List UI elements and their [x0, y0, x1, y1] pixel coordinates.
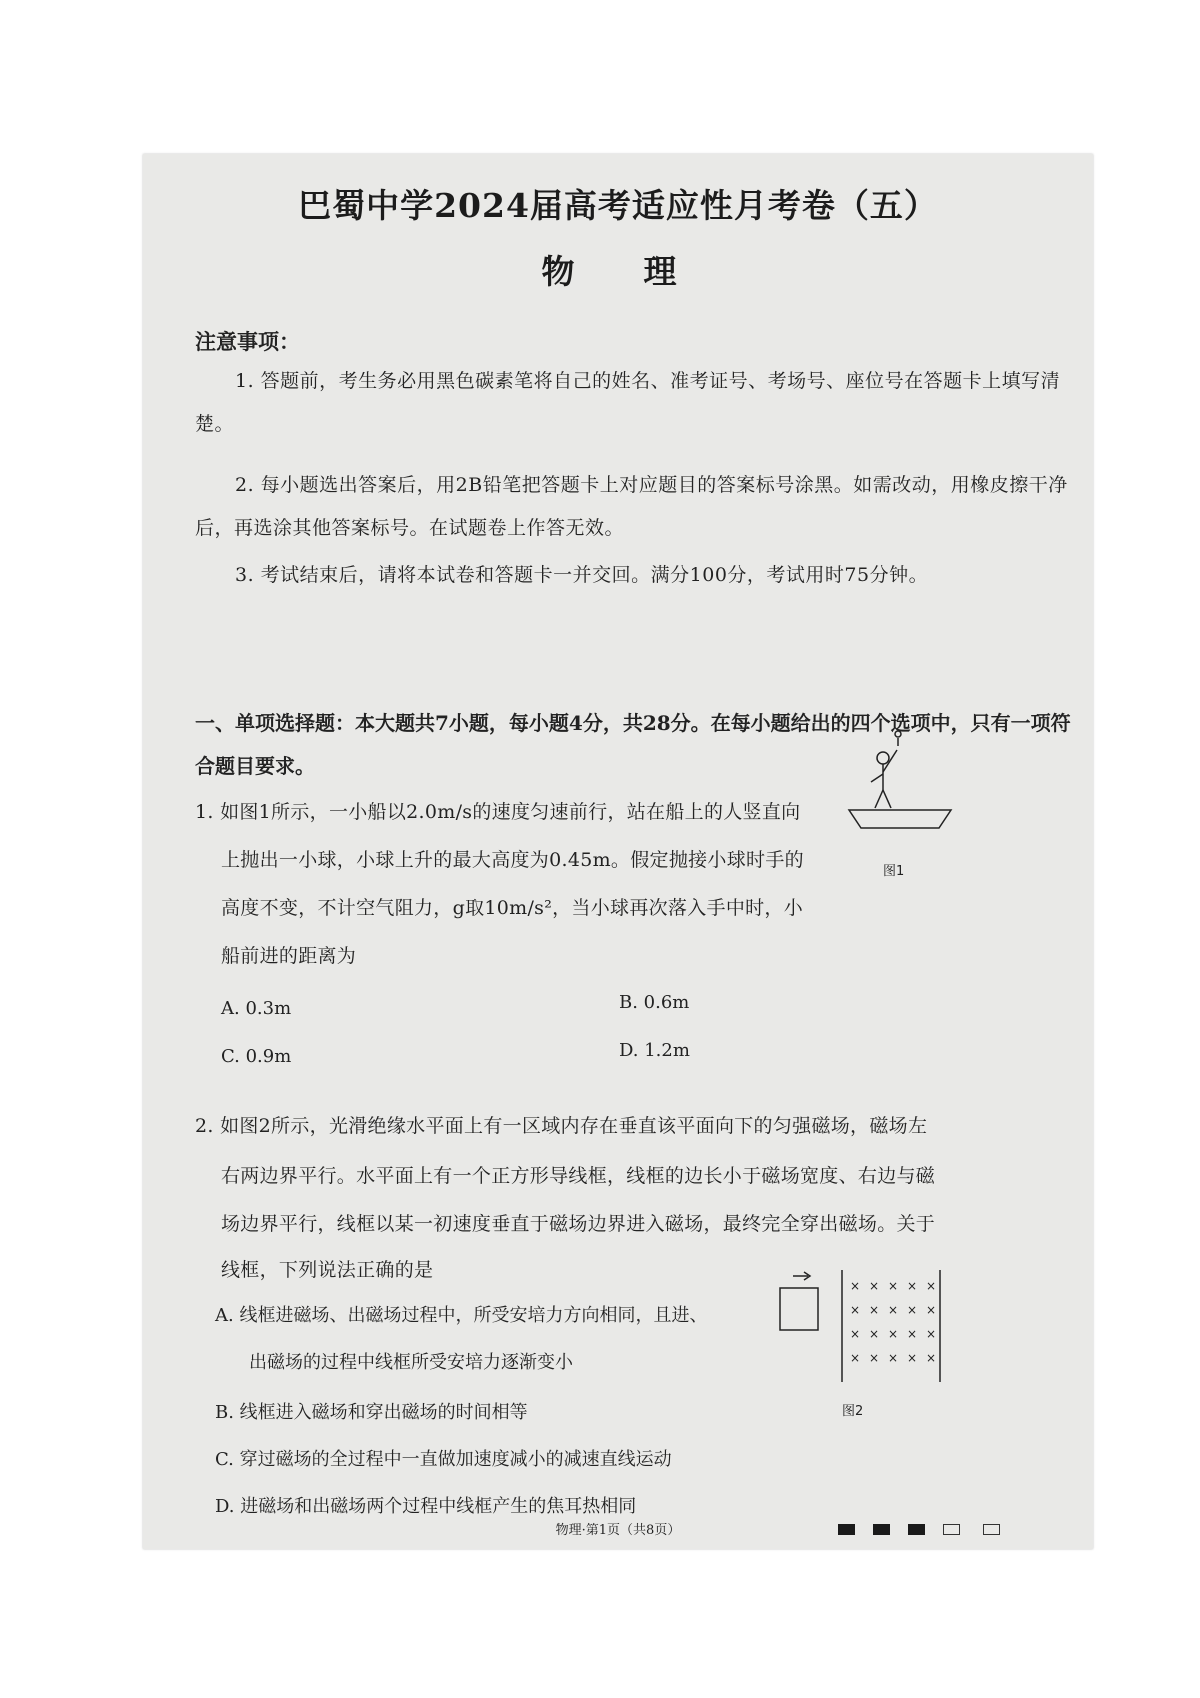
field-cross-mark: ×	[850, 1303, 861, 1317]
field-cross-mark: ×	[888, 1351, 899, 1365]
marker-square-1	[838, 1524, 855, 1535]
exam-page	[143, 154, 1093, 1549]
exam-title: 巴蜀中学2024届高考适应性月考卷（五）	[298, 186, 938, 225]
figure-1-label: 图1	[883, 864, 905, 879]
q2-line-1: 2. 如图2所示，光滑绝缘水平面上有一区域内存在垂直该平面向下的匀强磁场，磁场左	[195, 1115, 928, 1137]
field-cross-mark: ×	[926, 1279, 937, 1293]
field-cross-mark: ×	[869, 1327, 880, 1341]
exam-subject: 物 理	[541, 252, 695, 291]
q2-line-3: 场边界平行，线框以某一初速度垂直于磁场边界进入磁场，最终完全穿出磁场。关于	[221, 1213, 936, 1235]
field-cross-mark: ×	[850, 1327, 861, 1341]
field-cross-mark: ×	[907, 1279, 918, 1293]
field-cross-mark: ×	[888, 1279, 899, 1293]
q1-option-c: C. 0.9m	[221, 1046, 292, 1067]
q1-option-b: B. 0.6m	[619, 992, 690, 1013]
field-cross-mark: ×	[907, 1351, 918, 1365]
q2-option-d: D. 进磁场和出磁场两个过程中线框产生的焦耳热相同	[215, 1496, 637, 1517]
q2-option-b: B. 线框进入磁场和穿出磁场的时间相等	[215, 1402, 528, 1423]
field-cross-mark: ×	[869, 1279, 880, 1293]
section-heading: 一、单项选择题：本大题共7小题，每小题4分，共28分。在每小题给出的四个选项中，只有一项符合题目要求。	[195, 711, 1071, 778]
notice-item-2: 2. 每小题选出答案后，用2B铅笔把答题卡上对应题目的答案标号涂黑。如需改动，用橡皮擦干净后，再选涂其他答案标号。在试题卷上作答无效。	[195, 474, 1068, 539]
q1-line-3: 高度不变，不计空气阻力，g取10m/s²，当小球再次落入手中时，小	[221, 897, 804, 919]
q2-option-c: C. 穿过磁场的全过程中一直做加速度减小的减速直线运动	[215, 1449, 672, 1470]
q2-option-a-line-1: A. 线框进磁场、出磁场过程中，所受安培力方向相同，且进、	[215, 1305, 708, 1326]
q1-line-1: 1. 如图1所示，一小船以2.0m/s的速度匀速前行，站在船上的人竖直向	[195, 801, 801, 823]
marker-square-5	[983, 1524, 1000, 1535]
field-cross-mark: ×	[926, 1303, 937, 1317]
field-cross-mark: ×	[850, 1279, 861, 1293]
figure-2-label: 图2	[842, 1404, 864, 1419]
page-footer: 物理·第1页（共8页）	[555, 1523, 681, 1538]
marker-square-4	[943, 1524, 960, 1535]
marker-square-2	[873, 1524, 890, 1535]
notice-heading: 注意事项：	[195, 329, 300, 354]
q1-option-a: A. 0.3m	[221, 998, 292, 1019]
q2-line-2: 右两边界平行。水平面上有一个正方形导线框，线框的边长小于磁场宽度、右边与磁	[221, 1165, 936, 1187]
notice-item-3: 3. 考试结束后，请将本试卷和答题卡一并交回。满分100分，考试用时75分钟。	[235, 564, 929, 586]
figure-1-boat	[843, 728, 963, 858]
figure-2-magnetic-field	[768, 1262, 968, 1412]
field-cross-mark: ×	[926, 1327, 937, 1341]
notice-item-1: 1. 答题前，考生务必用黑色碳素笔将自己的姓名、准考证号、考场号、座位号在答题卡上填写清楚。	[195, 370, 1061, 435]
q1-line-4: 船前进的距离为	[221, 945, 357, 967]
field-cross-mark: ×	[907, 1327, 918, 1341]
field-cross-mark: ×	[888, 1327, 899, 1341]
q2-option-a-line-2: 出磁场的过程中线框所受安培力逐渐变小	[249, 1352, 573, 1373]
field-cross-mark: ×	[888, 1303, 899, 1317]
field-cross-mark: ×	[869, 1303, 880, 1317]
marker-square-3	[908, 1524, 925, 1535]
field-cross-mark: ×	[850, 1351, 861, 1365]
q2-line-4: 线框，下列说法正确的是	[221, 1259, 434, 1281]
field-cross-mark: ×	[926, 1351, 937, 1365]
field-cross-mark: ×	[869, 1351, 880, 1365]
q1-line-2: 上抛出一小球，小球上升的最大高度为0.45m。假定抛接小球时手的	[221, 849, 804, 871]
field-cross-mark: ×	[907, 1303, 918, 1317]
q1-option-d: D. 1.2m	[619, 1040, 690, 1061]
